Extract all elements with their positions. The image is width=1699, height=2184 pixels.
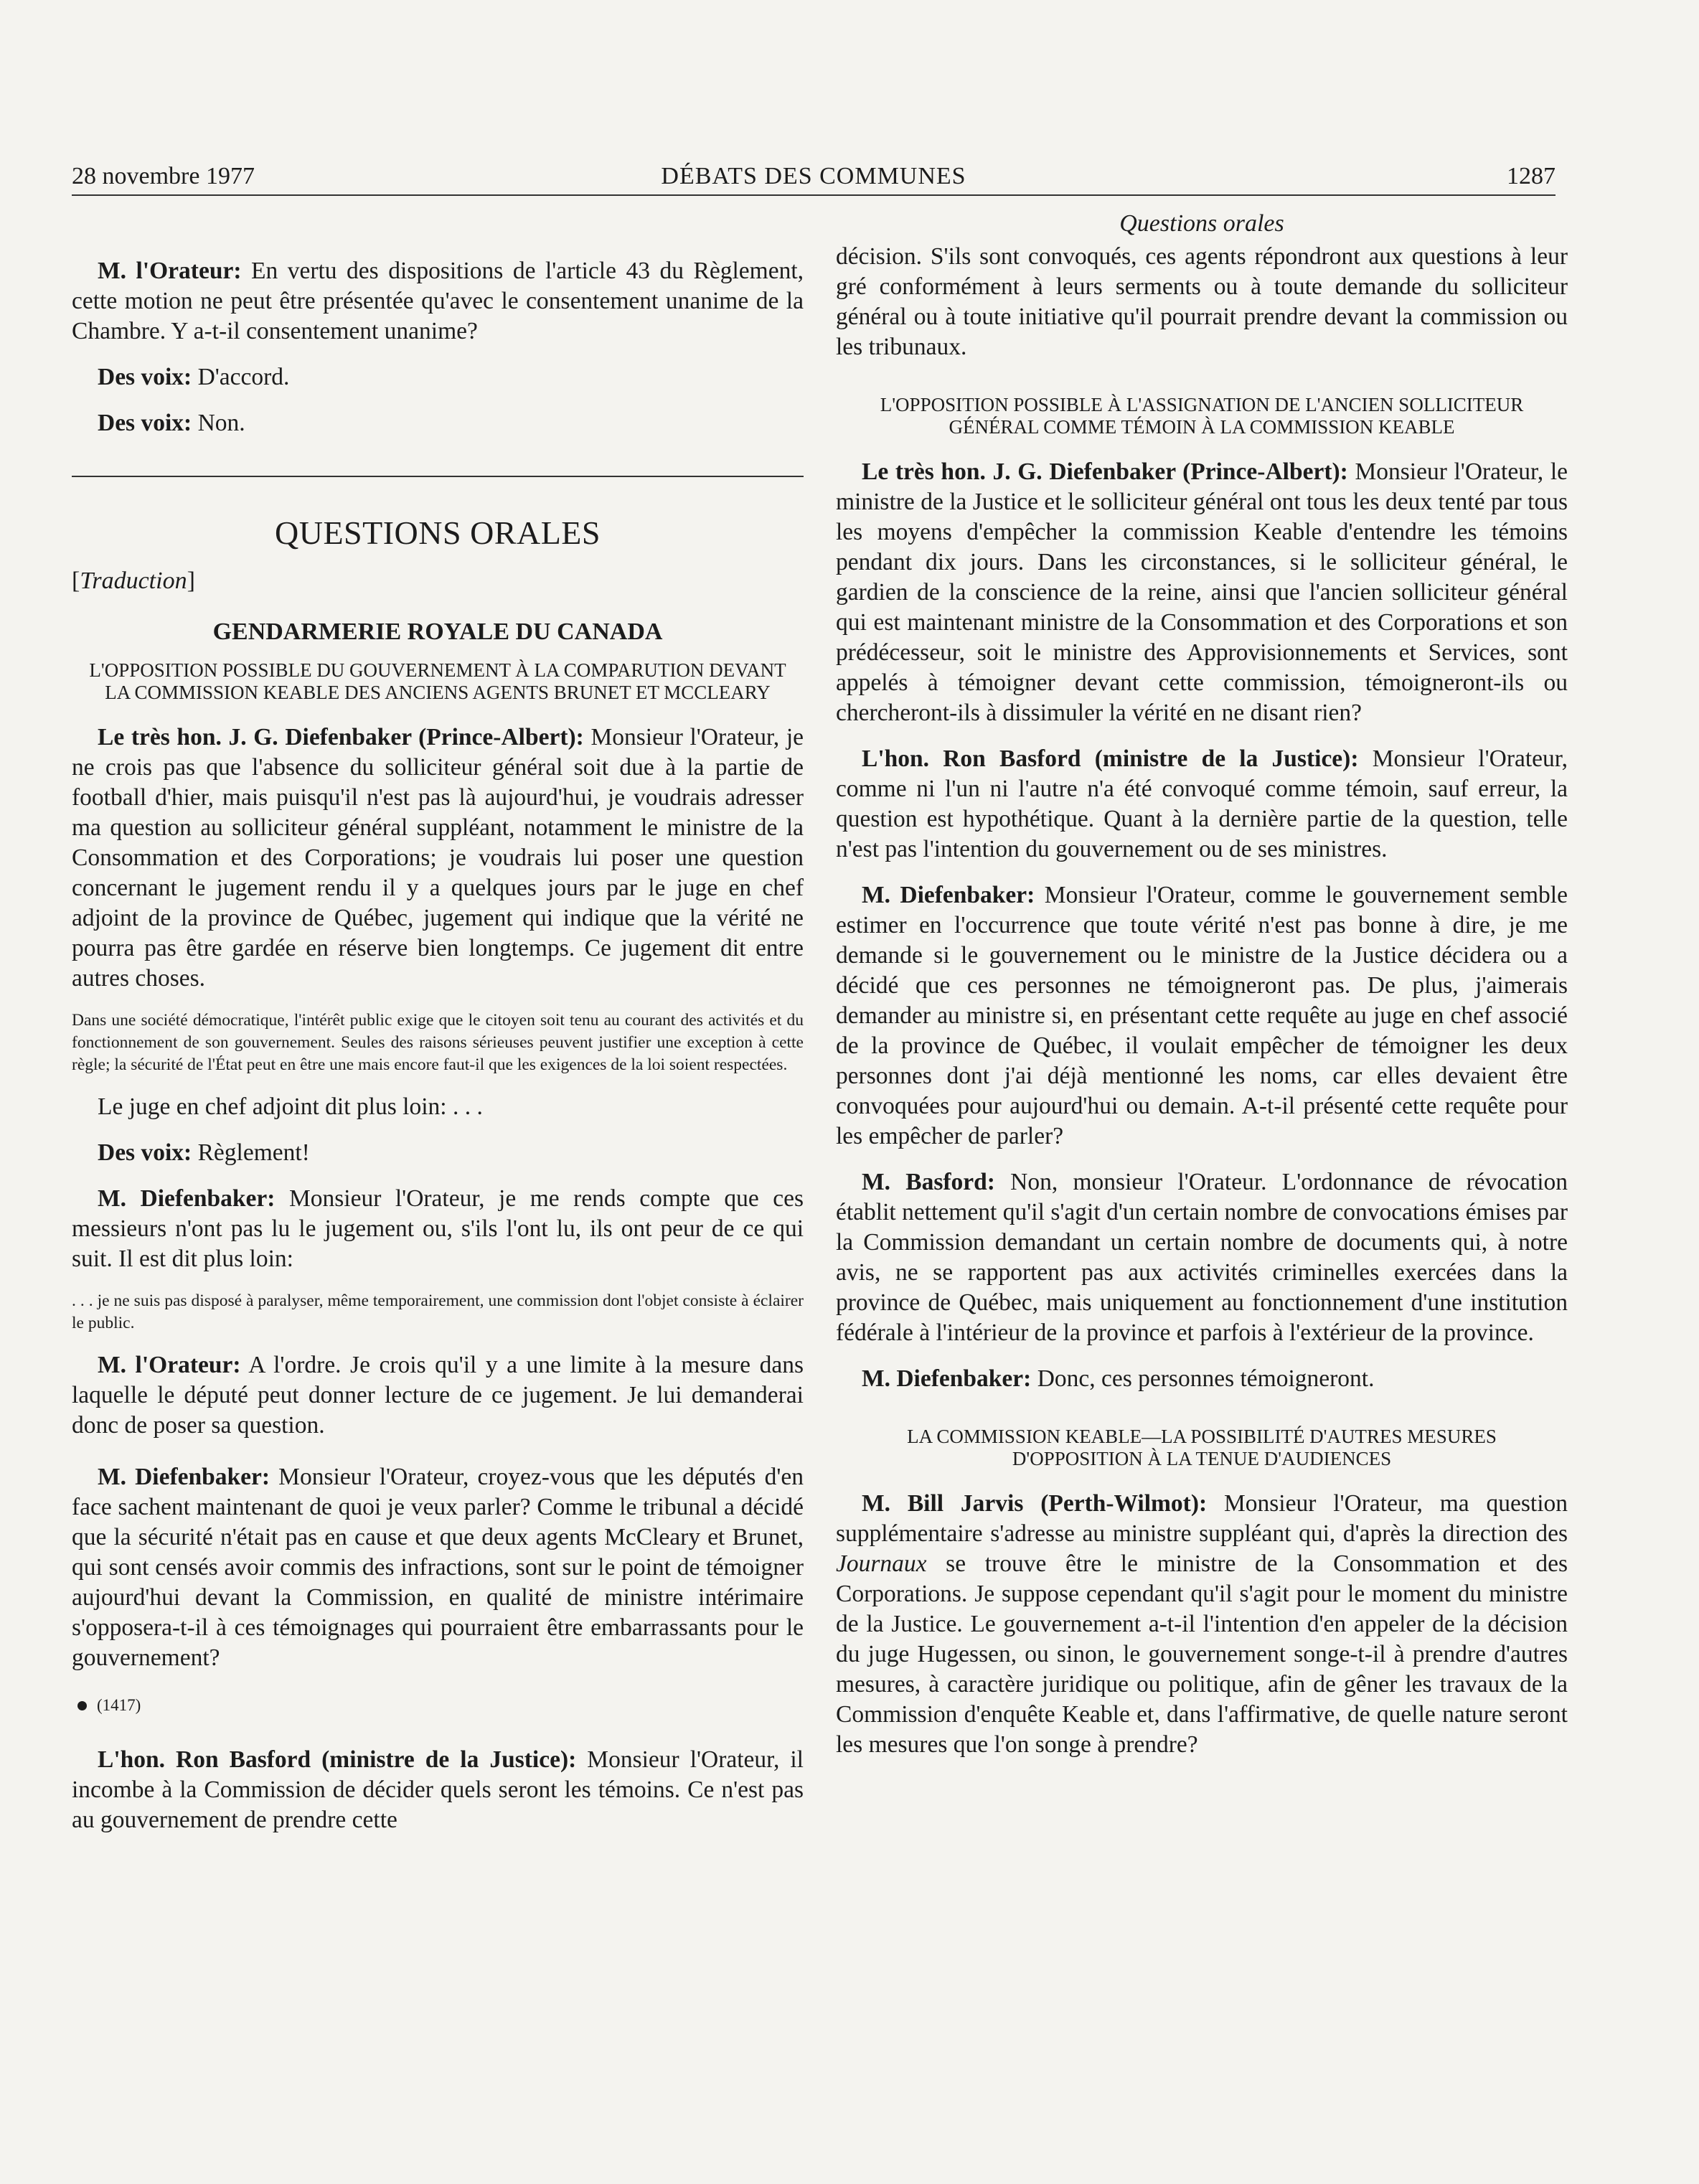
bullet-icon	[77, 1701, 87, 1710]
header-title: DÉBATS DES COMMUNES	[661, 163, 966, 189]
paragraph	[836, 1167, 1568, 1348]
quotation: Dans une société démocratique, l'intérêt public exige que le citoyen soit tenu au courant des activités et du fonctionnement de son gouvernement. Seules des raisons sérieuses peuvent justifier une exception à cette règle; la sécurité de l'État peut en être une mais encore faut-il que les exigences de la loi soient respectées.	[72, 1011, 804, 1074]
header-rule	[72, 194, 1556, 196]
speaker: M. Diefenbaker:	[98, 1185, 276, 1212]
speaker: Le très hon. J. G. Diefenbaker (Prince-Albert):	[98, 724, 584, 750]
speech-text: Monsieur l'Orateur, je me rends compte que ces messieurs n'ont pas lu le jugement ou, s'ils l'ont lu, ils ont peur de ce qui suit. Il est dit plus loin:	[72, 1185, 804, 1272]
speech-text: Règlement!	[192, 1139, 310, 1166]
paragraph	[836, 744, 1568, 865]
subheading: L'OPPOSITION POSSIBLE DU GOUVERNEMENT À LA COMPARUTION DEVANT LA COMMISSION KEABLE DES ANCIENS AGENTS BRUNET ET MCCLEARY	[89, 659, 786, 703]
section-divider	[72, 476, 804, 477]
section-running-title: Questions orales	[1119, 210, 1284, 237]
paragraph	[72, 1184, 804, 1274]
speech-text: Monsieur l'Orateur, croyez-vous que les députés d'en face sachent maintenant de quoi je veux parler? Comme le tribunal a décidé que la sécurité n'était pas en cause et que deux agents McCleary et Brunet, qui sont censés avoir commis des infractions, sont sur le point de témoigner aujourd'hui devant la Commission, en qualité de ministre intérimaire s'opposera-t-il à ces témoignages qui pourraient être embarrassants pour le gouvernement?	[72, 1464, 804, 1671]
speaker: Des voix:	[98, 364, 192, 390]
left-column	[72, 204, 804, 1851]
paragraph	[836, 457, 1568, 728]
speech-text: Le juge en chef adjoint dit plus loin: . . .	[98, 1093, 483, 1120]
paragraph	[72, 1462, 804, 1673]
header-page-number: 1287	[1507, 163, 1556, 189]
paragraph	[72, 1745, 804, 1835]
speaker: L'hon. Ron Basford (ministre de la Justice):	[98, 1746, 577, 1773]
paragraph	[72, 256, 804, 347]
section-heading: QUESTIONS ORALES	[275, 514, 601, 551]
speech-text: En vertu des dispositions de l'article 43 du Règlement, cette motion ne peut être présentée qu'avec le consentement unanime de la Chambre. Y a-t-il consentement unanime?	[72, 258, 804, 344]
page-header	[72, 154, 1556, 194]
paragraph	[72, 1350, 804, 1441]
paragraph	[836, 1364, 1568, 1394]
time-marker: (1417)	[77, 1690, 804, 1721]
subheading: LA COMMISSION KEABLE—LA POSSIBILITÉ D'AUTRES MESURES D'OPPOSITION À LA TENUE D'AUDIENCES	[907, 1426, 1497, 1469]
speaker: Le très hon. J. G. Diefenbaker (Prince-Albert):	[862, 458, 1348, 485]
speech-text: A l'ordre. Je crois qu'il y a une limite à la mesure dans laquelle le député peut donner lecture de ce jugement. Je lui demanderai donc de poser sa question.	[72, 1352, 804, 1439]
speech-text: Donc, ces personnes témoigneront.	[1031, 1365, 1375, 1392]
topic-heading: GENDARMERIE ROYALE DU CANADA	[212, 618, 663, 645]
speech-text: Monsieur l'Orateur, il incombe à la Commission de décider quels seront les témoins. Ce n'est pas au gouvernement de prendre cette	[72, 1746, 804, 1833]
paragraph	[72, 722, 804, 994]
speaker: M. Basford:	[862, 1169, 995, 1195]
paragraph	[836, 1489, 1568, 1760]
paragraph	[72, 408, 804, 438]
speaker: M. l'Orateur:	[98, 258, 242, 284]
paragraph	[72, 1138, 804, 1168]
paragraph	[836, 880, 1568, 1152]
paragraph	[72, 362, 804, 392]
speech-text: décision. S'ils sont convoqués, ces agents répondront aux questions à leur gré conformément à leurs serments ou à toute demande du solliciteur général ou à toute initiative qu'il pourrait prendre devant la commission ou les tribunaux.	[836, 243, 1568, 360]
speech-text: Monsieur l'Orateur, le ministre de la Justice et le solliciteur général ont tous les deux tenté par tous les moyens d'empêcher la commission Keable d'entendre les témoins pendant dix jours. Dans les circonstances, si le solliciteur général, le gardien de la conscience de la reine, ainsi que l'ancien solliciteur général qui est maintenant ministre de la Consommation et des Corporations et son prédécesseur, soit le ministre des Approvisionnements et Services, sont appelés à témoigner devant cette commission, témoigneront-ils ou chercheront-ils à dissimuler la vérité en ne disant rien?	[836, 458, 1568, 726]
header-date: 28 novembre 1977	[72, 163, 255, 189]
journal-title: Journaux	[836, 1550, 927, 1577]
speaker: M. Bill Jarvis (Perth-Wilmot):	[862, 1490, 1208, 1517]
speaker: M. Diefenbaker:	[862, 882, 1035, 908]
speech-text: Monsieur l'Orateur, comme le gouvernement semble estimer en l'occurrence que toute vérité n'est pas bonne à dire, je me demande si le gouvernement ou le ministre de la Justice décidera ou a décidé que ces personnes ne témoigneront pas. De plus, j'aimerais demander au ministre si, en présentant cette requête au juge en chef associé de la province de Québec, il voulait empêcher de témoigner les deux personnes dont j'ai déjà mentionné les noms, car elles devaient être convoquées pour aujourd'hui ou demain. A-t-il présenté cette requête pour les empêcher de parler?	[836, 882, 1568, 1149]
speaker: M. Diefenbaker:	[862, 1365, 1032, 1392]
speaker: M. l'Orateur:	[98, 1352, 241, 1378]
speech-text: Non, monsieur l'Orateur. L'ordonnance de révocation établit nettement qu'il s'agit d'un certain nombre de convocations émises par la Commission demandant un certain nombre de documents qui, à notre avis, ne se rapportent pas aux activités criminelles exercées dans la province de Québec, mais uniquement au fonctionnement d'une institution fédérale à l'intérieur de la province et parfois à l'extérieur de la province.	[836, 1169, 1568, 1346]
traduction-note: [Traduction]	[72, 568, 195, 594]
speech-text: Monsieur l'Orateur, comme ni l'un ni l'autre n'a été convoqué comme témoin, sauf erreur, la question est hypothétique. Quant à la dernière partie de la question, telle n'est pas l'intention du gouvernement ou de ses ministres.	[836, 745, 1568, 862]
speech-text: se trouve être le ministre de la Consommation et des Corporations. Je suppose cependant qu'il s'agit pour le moment du ministre de la Justice. Le gouvernement a-t-il l'intention d'en appeler de la décision du juge Hugessen, ou sinon, le gouvernement songe-t-il à prendre d'autres mesures, à caractère juridique ou politique, afin de gêner les travaux de la Commission d'enquête Keable et, dans l'affirmative, de quelle nature seront les mesures que l'on songe à prendre?	[836, 1550, 1568, 1758]
speech-text: Non.	[192, 410, 245, 436]
right-column	[836, 204, 1568, 1776]
speaker: Des voix:	[98, 410, 192, 436]
paragraph	[836, 242, 1568, 362]
speech-text: Monsieur l'Orateur, je ne crois pas que l'absence du solliciteur général soit due à la partie de football d'hier, mais puisqu'il n'est pas là aujourd'hui, je voudrais adresser ma question au solliciteur général suppléant, notamment le ministre de la Consommation et des Corporations; je voudrais lui poser une question concernant le jugement rendu il y a quelques jours par le juge en chef adjoint de la province de Québec, jugement qui indique que la vérité ne pourra pas être gardée en réserve bien longtemps. Ce jugement dit entre autres choses.	[72, 724, 804, 992]
speaker: M. Diefenbaker:	[98, 1464, 270, 1490]
quotation: . . . je ne suis pas disposé à paralyser, même temporairement, une commission dont l'objet consiste à éclairer le public.	[72, 1291, 804, 1332]
speaker: L'hon. Ron Basford (ministre de la Justice):	[862, 745, 1359, 772]
speech-text: Monsieur l'Orateur, ma question supplémentaire s'adresse au ministre suppléant qui, d'après la direction des	[836, 1490, 1568, 1547]
speech-text: D'accord.	[192, 364, 290, 390]
paragraph	[72, 1092, 804, 1122]
speaker: Des voix:	[98, 1139, 192, 1166]
subheading: L'OPPOSITION POSSIBLE À L'ASSIGNATION DE L'ANCIEN SOLLICITEUR GÉNÉRAL COMME TÉMOIN À LA COMMISSION KEABLE	[880, 394, 1524, 438]
